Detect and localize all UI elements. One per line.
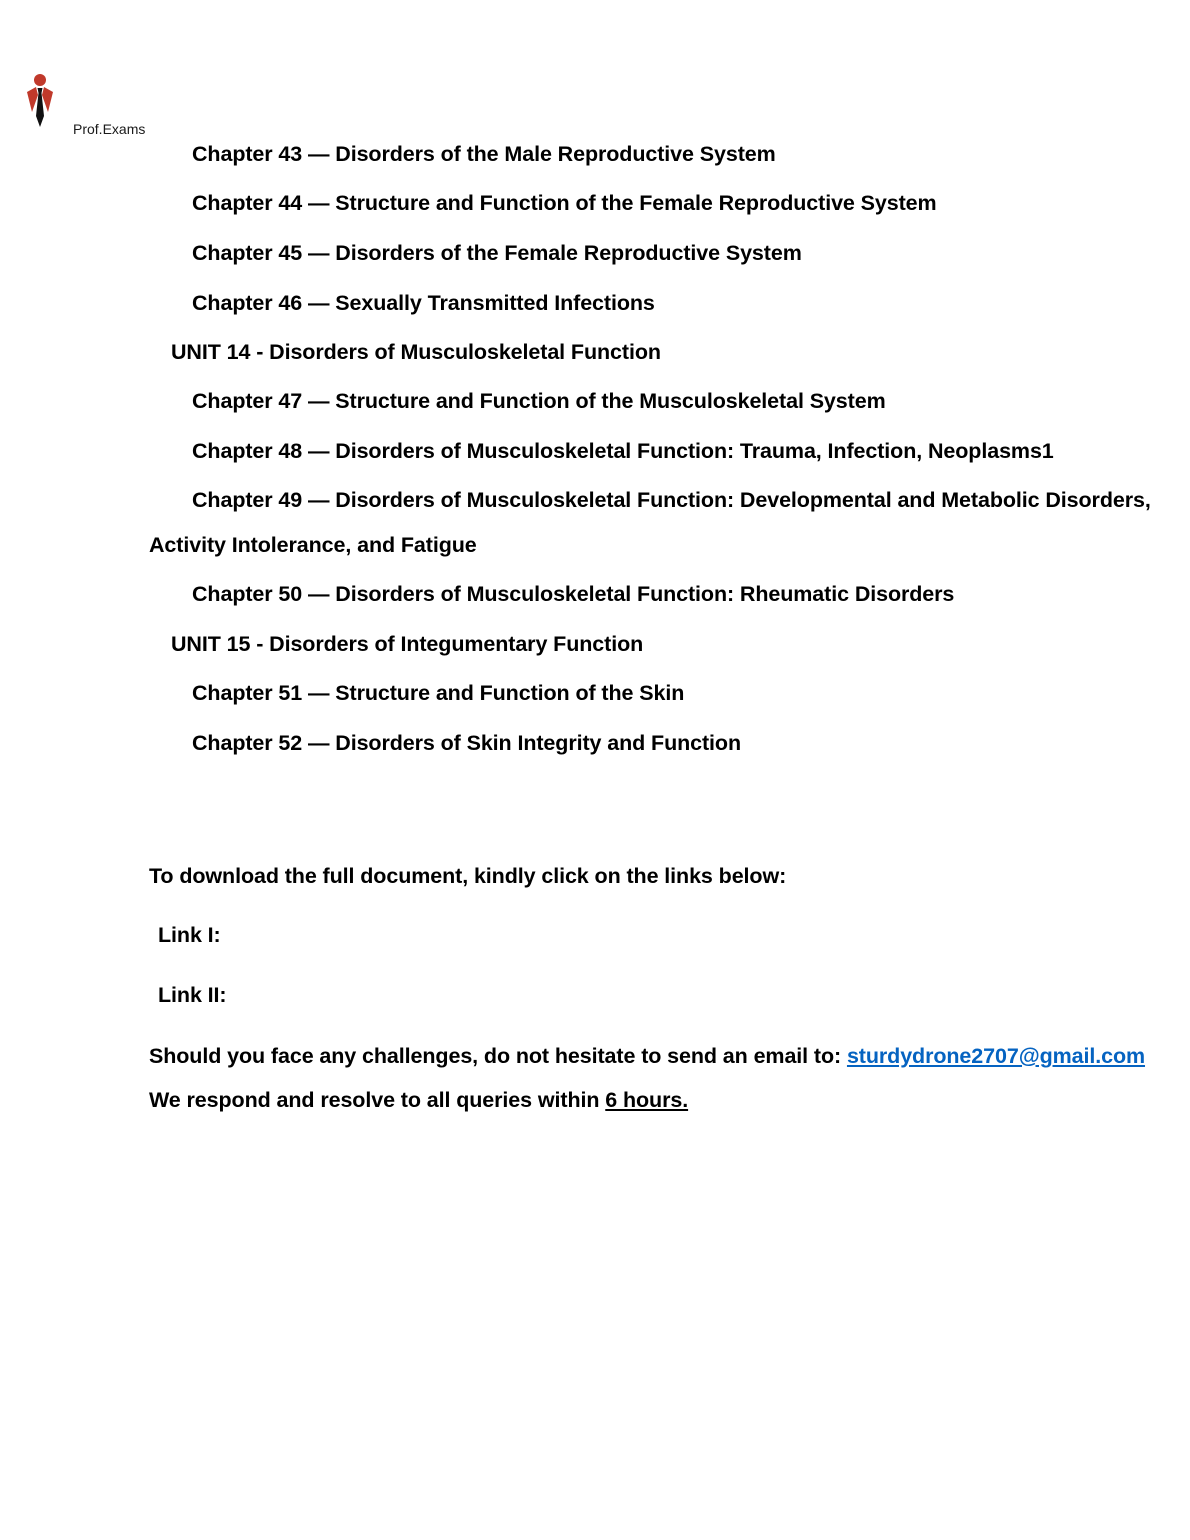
response-line xyxy=(149,1087,688,1113)
toc-chapter-49-continuation: Activity Intolerance, and Fatigue xyxy=(149,533,477,557)
brand-name: Prof.Exams xyxy=(73,121,146,137)
toc-chapter-48: Chapter 48 — Disorders of Musculoskeletal Function: Trauma, Infection, Neoplasms1 xyxy=(192,439,1054,463)
toc-chapter-52: Chapter 52 — Disorders of Skin Integrity and Function xyxy=(192,731,741,755)
prof-exams-logo-icon xyxy=(22,72,62,130)
toc-chapter-45: Chapter 45 — Disorders of the Female Reproductive System xyxy=(192,241,802,265)
toc-unit-15: UNIT 15 - Disorders of Integumentary Function xyxy=(171,632,644,656)
toc-chapter-43: Chapter 43 — Disorders of the Male Reproductive System xyxy=(192,142,776,166)
toc-chapter-46: Chapter 46 — Sexually Transmitted Infections xyxy=(192,291,655,315)
toc-chapter-47: Chapter 47 — Structure and Function of the Musculoskeletal System xyxy=(192,389,886,413)
link-1-label: Link I: xyxy=(158,923,221,947)
toc-chapter-50: Chapter 50 — Disorders of Musculoskeletal Function: Rheumatic Disorders xyxy=(192,582,955,606)
contact-text: Should you face any challenges, do not hesitate to send an email to: xyxy=(149,1044,847,1068)
toc-chapter-44: Chapter 44 — Structure and Function of the Female Reproductive System xyxy=(192,191,937,215)
toc-unit-14: UNIT 14 - Disorders of Musculoskeletal Function xyxy=(171,340,661,364)
response-time: 6 hours. xyxy=(605,1088,689,1112)
toc-chapter-49: Chapter 49 — Disorders of Musculoskeletal Function: Developmental and Metabolic Disorders, xyxy=(192,488,1151,512)
download-intro: To download the full document, kindly click on the links below: xyxy=(149,864,787,888)
toc-chapter-51: Chapter 51 — Structure and Function of the Skin xyxy=(192,681,685,705)
email-link[interactable]: sturdydrone2707@gmail.com xyxy=(846,1044,1146,1068)
contact-line xyxy=(149,1043,1145,1069)
response-text: We respond and resolve to all queries within xyxy=(149,1088,606,1112)
link-2-label: Link II: xyxy=(158,983,227,1007)
